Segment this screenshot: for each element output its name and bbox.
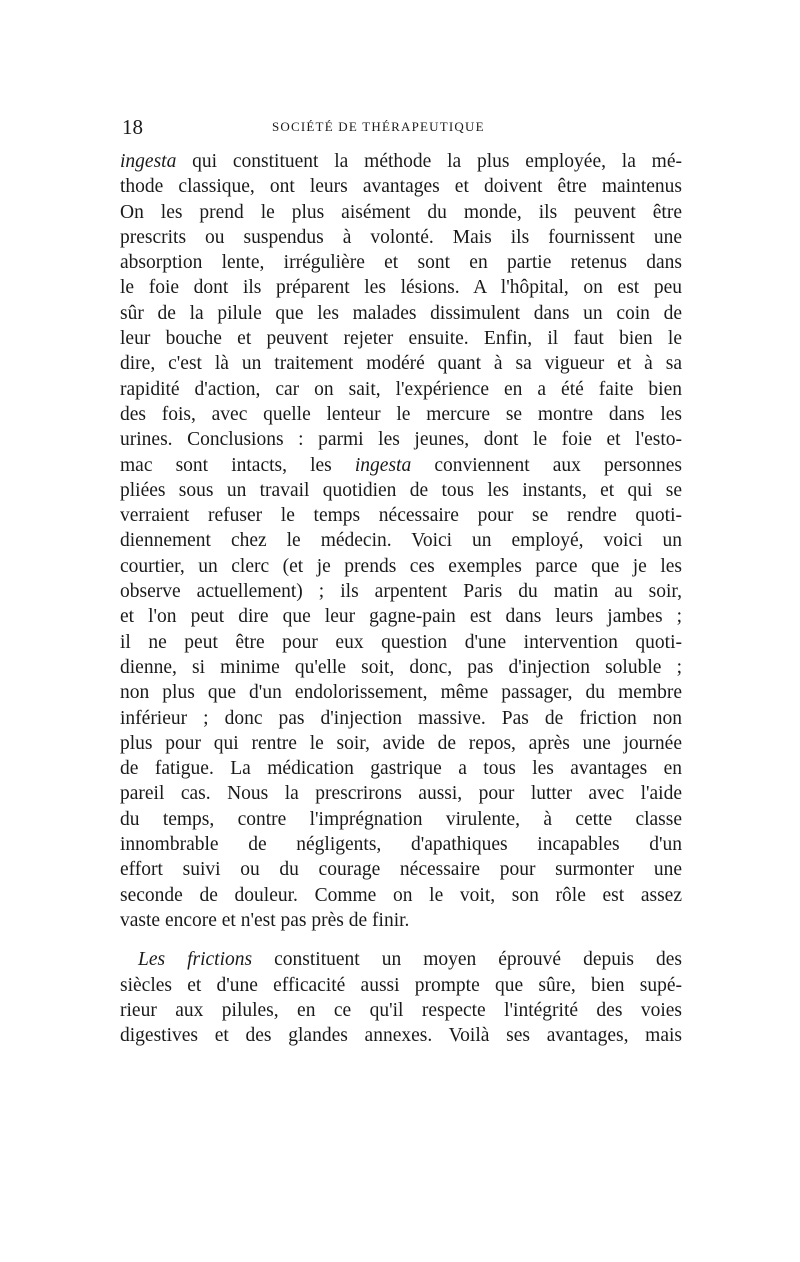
text-line: sûr de la pilule que les malades dissimulent dans un coin de <box>120 302 682 324</box>
text-line: effort suivi ou du courage nécessaire pour surmonter une <box>120 859 682 881</box>
text-line: il ne peut être pour eux question d'une intervention quoti- <box>120 631 682 653</box>
text-line: ingesta qui constituent la méthode la plus employée, la mé- <box>120 151 682 172</box>
page-number: 18 <box>122 115 143 139</box>
text-line: urines. Conclusions : parmi les jeunes, dont le foie et l'esto- <box>120 429 682 451</box>
text-line: leur bouche et peuvent rejeter ensuite. Enfin, il faut bien le <box>120 328 682 350</box>
paragraph-mercury-ingesta <box>120 149 682 933</box>
text-line: inférieur ; donc pas d'injection massive. Pas de friction non <box>120 707 682 729</box>
text-line: dienne, si minime qu'elle soit, donc, pas d'injection soluble ; <box>120 656 682 678</box>
text-line: non plus que d'un endolorissement, même passager, du membre <box>120 682 682 704</box>
body-text <box>120 149 682 1048</box>
text-line: prescrits ou suspendus à volonté. Mais ils fournissent une <box>120 226 682 248</box>
text-line: absorption lente, irrégulière et sont en partie retenus dans <box>120 252 682 274</box>
italic-term: ingesta <box>354 454 412 476</box>
text-line: diennement chez le médecin. Voici un employé, voici un <box>120 530 682 552</box>
text-line: innombrable de négligents, d'apathiques incapables d'un <box>120 834 682 856</box>
text-line: mac sont intacts, les ingesta conviennent aux personnes <box>120 454 682 476</box>
text-line: observe actuellement) ; ils arpentent Paris du matin au soir, <box>120 581 682 603</box>
text-line: et l'on peut dire que leur gagne-pain est dans leurs jambes ; <box>120 606 682 628</box>
text-line: siècles et d'une efficacité aussi prompte que sûre, bien supé- <box>120 974 682 996</box>
italic-term: ingesta <box>120 151 177 172</box>
text-line: pareil cas. Nous la prescrirons aussi, pour lutter avec l'aide <box>120 783 682 805</box>
text-line: vaste encore et n'est pas près de finir. <box>120 909 410 931</box>
text-line: digestives et des glandes annexes. Voilà ses avantages, mais <box>120 1025 682 1047</box>
running-title: SOCIÉTÉ DE THÉRAPEUTIQUE <box>272 119 485 134</box>
italic-term: Les frictions <box>138 949 253 971</box>
text-line: rapidité d'action, car on sait, l'expérience en a été faite bien <box>120 378 682 400</box>
paragraph-frictions <box>120 947 682 1048</box>
paragraph-gap <box>120 933 682 947</box>
text-line: verraient refuser le temps nécessaire pour se rendre quoti- <box>120 505 682 527</box>
text-line: des fois, avec quelle lenteur le mercure se montre dans les <box>120 403 682 425</box>
text-line: rieur aux pilules, en ce qu'il respecte l'intégrité des voies <box>120 999 682 1021</box>
text-line: courtier, un clerc (et je prends ces exemples parce que je les <box>120 555 682 577</box>
text-line: On les prend le plus aisément du monde, ils peuvent être <box>120 201 682 223</box>
text-line: de fatigue. La médication gastrique a tous les avantages en <box>120 758 682 780</box>
text-line: du temps, contre l'imprégnation virulente, à cette classe <box>120 808 682 830</box>
text-line: plus pour qui rentre le soir, avide de repos, après une journée <box>120 732 682 754</box>
text-line: Les frictions constituent un moyen éprouvé depuis des <box>138 949 683 971</box>
text-line: dire, c'est là un traitement modéré quant à sa vigueur et à sa <box>120 353 682 375</box>
running-head <box>122 114 682 140</box>
text-line: pliées sous un travail quotidien de tous les instants, et qui se <box>120 479 682 501</box>
text-line: le foie dont ils préparent les lésions. A l'hôpital, on est peu <box>120 277 682 299</box>
text-line: thode classique, ont leurs avantages et doivent être maintenus <box>120 176 682 198</box>
text-line: seconde de douleur. Comme on le voit, son rôle est assez <box>120 884 682 906</box>
